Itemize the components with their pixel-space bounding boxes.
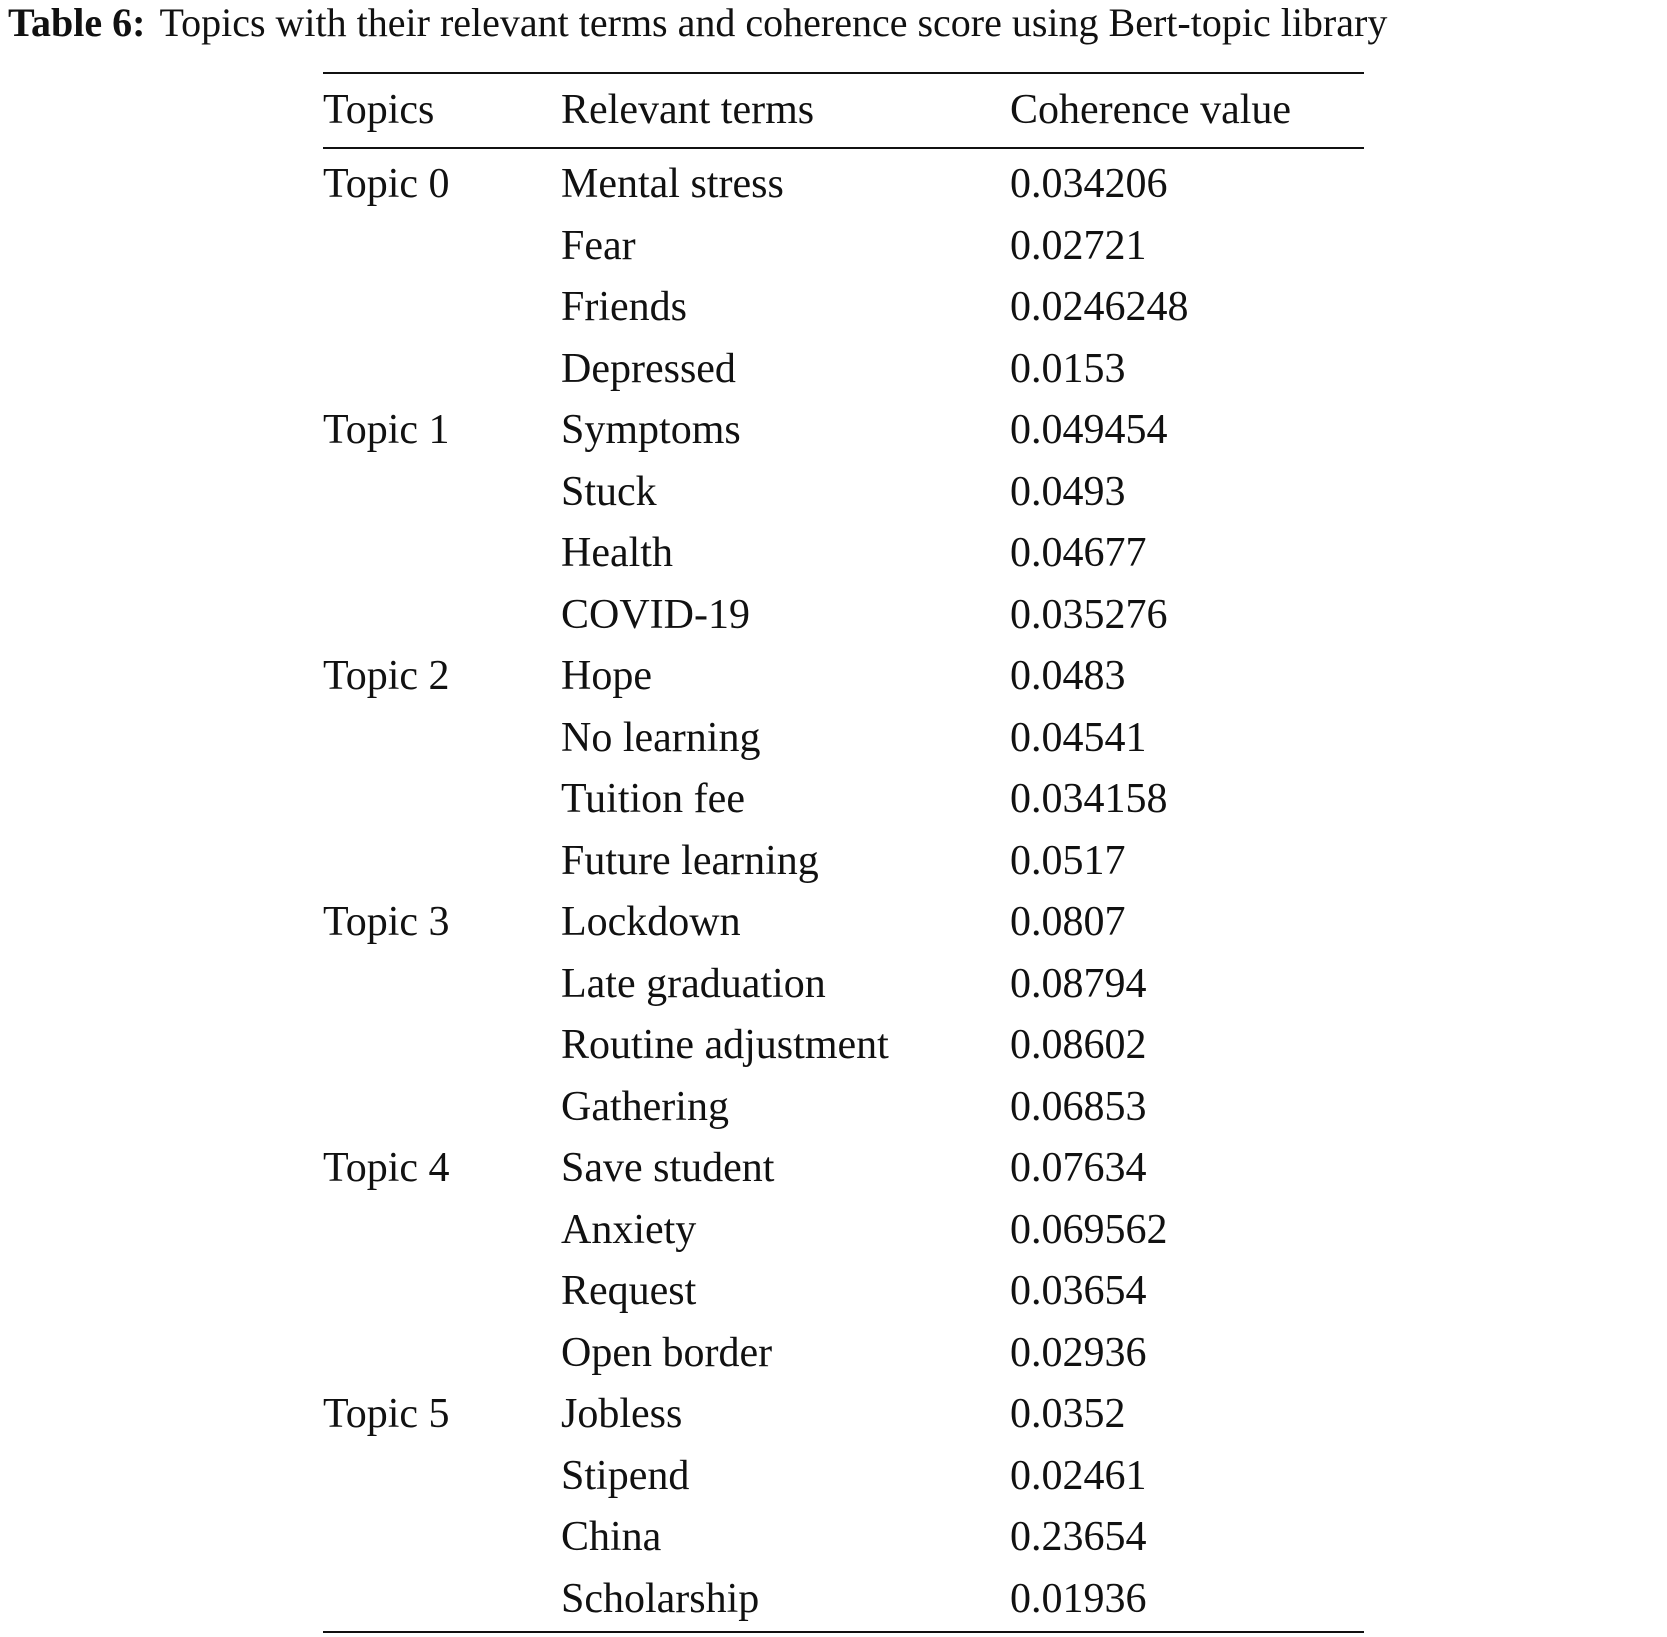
cell-coherence-value: 0.01936: [1010, 1575, 1147, 1622]
table-row: [323, 1200, 1364, 1262]
table-row: [323, 1384, 1364, 1446]
table-caption: [8, 0, 1387, 48]
cell-coherence-value: 0.0807: [1010, 899, 1126, 945]
table-row: [323, 1015, 1364, 1077]
cell-coherence-value: 0.04541: [1010, 714, 1147, 761]
cell-coherence-value: 0.02936: [1010, 1329, 1147, 1376]
cell-relevant-term: Open border: [561, 1329, 773, 1376]
table-row: [323, 400, 1364, 462]
cell-coherence-value: 0.0352: [1010, 1391, 1126, 1437]
cell-coherence-value: 0.0493: [1010, 468, 1126, 515]
header-topics: Topics: [323, 87, 435, 133]
cell-topic: Topic 1: [323, 407, 450, 453]
cell-relevant-term: Tuition fee: [561, 776, 745, 822]
caption-text: Topics with their relevant terms and coherence score using Bert-topic library: [159, 0, 1388, 45]
cell-relevant-term: Future learning: [561, 837, 819, 884]
cell-coherence-value: 0.03654: [1010, 1268, 1147, 1314]
cell-relevant-term: Gathering: [561, 1083, 729, 1130]
table-row: [323, 892, 1364, 954]
cell-coherence-value: 0.02461: [1010, 1452, 1147, 1499]
table-row: [323, 277, 1364, 339]
cell-relevant-term: Stuck: [561, 468, 657, 515]
cell-relevant-term: Anxiety: [561, 1206, 697, 1253]
table-header-rule: [323, 147, 1364, 149]
table-row: [323, 1323, 1364, 1385]
cell-topic: Topic 2: [323, 653, 450, 699]
table-row: [323, 339, 1364, 401]
cell-coherence-value: 0.0517: [1010, 837, 1126, 884]
cell-topic: Topic 4: [323, 1145, 450, 1191]
table-row: [323, 1446, 1364, 1508]
table-row: [323, 954, 1364, 1016]
cell-topic: Topic 3: [323, 899, 450, 945]
table-row: [323, 1507, 1364, 1569]
cell-relevant-term: Scholarship: [561, 1575, 760, 1622]
cell-coherence-value: 0.08602: [1010, 1022, 1147, 1068]
cell-topic: Topic 0: [323, 161, 450, 207]
cell-coherence-value: 0.06853: [1010, 1083, 1147, 1130]
cell-relevant-term: Stipend: [561, 1452, 690, 1499]
cell-coherence-value: 0.23654: [1010, 1514, 1147, 1560]
table-row: [323, 462, 1364, 524]
cell-relevant-term: Routine adjustment: [561, 1022, 889, 1068]
header-relevant-terms: Relevant terms: [561, 87, 815, 133]
table-row: [323, 216, 1364, 278]
cell-coherence-value: 0.0153: [1010, 345, 1126, 392]
cell-relevant-term: Lockdown: [561, 899, 741, 945]
cell-coherence-value: 0.04677: [1010, 530, 1147, 576]
table-row: [323, 1569, 1364, 1631]
cell-relevant-term: Save student: [561, 1145, 775, 1191]
cell-relevant-term: COVID-19: [561, 591, 750, 638]
cell-coherence-value: 0.08794: [1010, 960, 1147, 1007]
cell-coherence-value: 0.034158: [1010, 776, 1168, 822]
cell-topic: Topic 5: [323, 1391, 450, 1437]
cell-coherence-value: 0.035276: [1010, 591, 1168, 638]
table-bottom-rule: [323, 1631, 1364, 1633]
cell-relevant-term: China: [561, 1514, 662, 1560]
cell-coherence-value: 0.02721: [1010, 222, 1147, 269]
header-coherence-value: Coherence value: [1010, 87, 1292, 133]
cell-relevant-term: No learning: [561, 714, 761, 761]
caption-label: Table 6:: [8, 0, 146, 45]
cell-relevant-term: Jobless: [561, 1391, 683, 1437]
cell-coherence-value: 0.034206: [1010, 161, 1168, 207]
table-body: [323, 154, 1364, 1630]
cell-relevant-term: Friends: [561, 284, 687, 330]
cell-relevant-term: Fear: [561, 222, 636, 269]
cell-relevant-term: Request: [561, 1268, 697, 1314]
cell-relevant-term: Hope: [561, 653, 652, 699]
table-row: [323, 1138, 1364, 1200]
table-row: [323, 646, 1364, 708]
cell-relevant-term: Late graduation: [561, 960, 826, 1007]
cell-coherence-value: 0.0246248: [1010, 284, 1189, 330]
table-row: [323, 831, 1364, 893]
table-row: [323, 769, 1364, 831]
table-row: [323, 154, 1364, 216]
cell-coherence-value: 0.0483: [1010, 653, 1126, 699]
cell-relevant-term: Symptoms: [561, 407, 741, 453]
cell-relevant-term: Depressed: [561, 345, 736, 392]
table-row: [323, 523, 1364, 585]
cell-coherence-value: 0.07634: [1010, 1145, 1147, 1191]
table-row: [323, 708, 1364, 770]
cell-relevant-term: Health: [561, 530, 673, 576]
cell-relevant-term: Mental stress: [561, 161, 784, 207]
table-row: [323, 585, 1364, 647]
table-row: [323, 1261, 1364, 1323]
cell-coherence-value: 0.069562: [1010, 1206, 1168, 1253]
cell-coherence-value: 0.049454: [1010, 407, 1168, 453]
table-row: [323, 1077, 1364, 1139]
